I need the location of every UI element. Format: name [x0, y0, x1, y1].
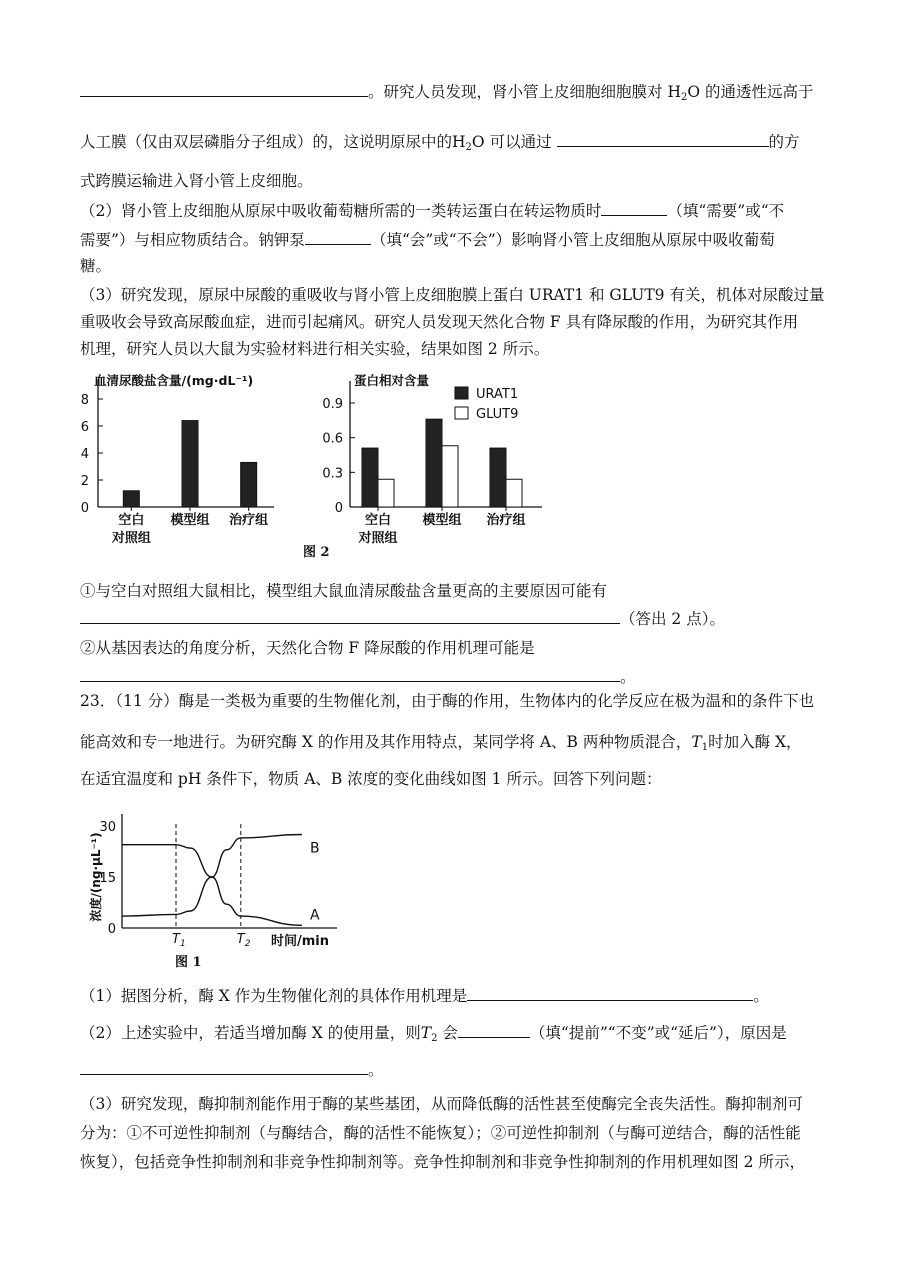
bar-urat1 [490, 448, 506, 507]
answer-blank[interactable] [80, 80, 368, 97]
bar [241, 462, 257, 507]
y-tick-label: 8 [80, 393, 89, 408]
text-line [80, 607, 840, 630]
x-tick-label: 对照组 [111, 531, 151, 546]
text: （2）上述实验中，若适当增加酶 X 的使用量，则 [80, 1024, 421, 1042]
legend-swatch [455, 407, 468, 419]
x-tick-label: 治疗组 [486, 513, 526, 528]
figure-1 [70, 800, 390, 990]
concentration-line-chart [88, 814, 337, 949]
text-line [80, 228, 840, 251]
text: 时加入酶 X， [708, 733, 802, 751]
text-line: 分为：①不可逆性抑制剂（与酶结合，酶的活性不能恢复）；②可逆性抑制剂（与酶可逆结合，酶的活性能 [80, 1124, 801, 1142]
series-label: A [310, 907, 320, 924]
answer-blank[interactable] [467, 984, 753, 1001]
answer-blank[interactable] [458, 1021, 530, 1038]
bar-glut9 [442, 446, 458, 507]
formula: O [687, 83, 701, 101]
answer-blank[interactable] [601, 199, 667, 216]
y-tick-label: 2 [80, 474, 89, 489]
y-axis-label: 浓度/(ng·μL⁻¹) [89, 832, 103, 922]
answer-blank[interactable] [80, 607, 620, 624]
text-line [80, 1058, 840, 1081]
bar [182, 421, 198, 507]
text-line [80, 665, 840, 688]
x-tick-label: 对照组 [358, 531, 398, 546]
series-label: B [310, 840, 320, 857]
text-line: ②从基因表达的角度分析，天然化合物 F 降尿酸的作用机理可能是 [80, 639, 535, 657]
text: （1）据图分析，酶 X 作为生物催化剂的具体作用机理是 [80, 987, 468, 1005]
text: 。 [368, 1061, 384, 1079]
x-axis-label: 时间/min [270, 934, 329, 949]
curve-b [122, 845, 302, 926]
figure-2 [0, 365, 900, 565]
curve-a [122, 835, 302, 917]
text-line [80, 130, 840, 159]
text-line [80, 1021, 840, 1050]
text-line: 恢复），包括竞争性抑制剂和非竞争性抑制剂等。竞争性抑制剂和非竞争性抑制剂的作用机理如图 2 所示， [80, 1153, 805, 1171]
text: （填“提前”“不变”或“延后”），原因是 [529, 1024, 787, 1042]
text: 的通透性远高于 [700, 83, 814, 101]
y-tick-label: 0.6 [322, 431, 343, 447]
time-marker-label: $T_2$ [236, 932, 251, 949]
legend-label: URAT1 [476, 387, 519, 402]
text-line: 23．（11 分）酶是一类极为重要的生物催化剂，由于酶的作用，生物体内的化学反应在极为温和的条件下也 [80, 692, 815, 710]
text-line [80, 984, 840, 1007]
text: 会 [437, 1024, 458, 1042]
figure-caption: 图 2 [303, 545, 330, 560]
text: 。 [753, 987, 769, 1005]
x-tick-label: 空白 [364, 513, 392, 528]
bar-urat1 [362, 448, 378, 507]
text: 能高效和专一地进行。为研究酶 X 的作用及其作用特点，某同学将 A、B 两种物质混合， [80, 733, 692, 751]
y-tick-label: 15 [99, 871, 116, 886]
answer-blank[interactable] [305, 228, 371, 245]
figure-caption: 图 1 [175, 955, 202, 970]
legend-label: GLUT9 [476, 407, 519, 422]
time-marker-label: $T_1$ [172, 932, 186, 949]
answer-blank[interactable] [80, 665, 620, 682]
y-tick-label: 0 [334, 501, 343, 516]
answer-blank[interactable] [557, 130, 769, 147]
formula: H [667, 83, 681, 101]
text-line: 糖。 [80, 257, 112, 275]
text: 。 [620, 668, 636, 686]
text-line [80, 80, 840, 109]
text-line: ①与空白对照组大鼠相比，模型组大鼠血清尿酸盐含量更高的主要原因可能有 [80, 582, 608, 600]
variable: T [420, 1024, 432, 1042]
text-line: 在适宜温度和 pH 条件下，物质 A、B 浓度的变化曲线如图 1 所示。回答下列问题： [80, 770, 662, 788]
y-axis-label: 蛋白相对含量 [354, 373, 430, 388]
text-line [80, 199, 840, 222]
protein-content-bar-chart [322, 373, 542, 546]
text-line [80, 731, 840, 759]
text: 需要”）与相应物质结合。钠钾泵 [80, 231, 305, 249]
text: 可以通过 [484, 133, 552, 151]
text: 人工膜（仅由双层磷脂分子组成）的，这说明原尿中的 [80, 133, 453, 151]
text: 。研究人员发现，肾小管上皮细胞细胞膜对 [368, 83, 663, 101]
text-line: 机理，研究人员以大鼠为实验材料进行相关实验，结果如图 2 所示。 [80, 340, 550, 358]
formula-sub: 2 [680, 92, 688, 103]
text: （2）肾小管上皮细胞从原尿中吸收葡萄糖所需的一类转运蛋白在转运物质时 [80, 202, 602, 220]
y-tick-label: 0 [107, 922, 116, 937]
bar-urat1 [426, 419, 442, 507]
text-line: 式跨膜运输进入肾小管上皮细胞。 [80, 172, 313, 190]
y-tick-label: 0 [80, 501, 89, 516]
variable-sub: 1 [701, 742, 709, 753]
text-line: （3）研究发现，原尿中尿酸的重吸收与肾小管上皮细胞膜上蛋白 URAT1 和 GLUT9 有关，机体对尿酸过量 [80, 286, 825, 304]
formula-sub: 2 [465, 142, 472, 153]
variable: T [691, 733, 702, 751]
variable-sub: 2 [431, 1033, 438, 1044]
bar [123, 491, 139, 507]
bar-glut9 [506, 479, 522, 507]
formula: H [452, 133, 466, 151]
legend-swatch [455, 387, 468, 399]
time-marker-sub: 2 [244, 939, 251, 949]
serum-urate-bar-chart [81, 373, 274, 546]
x-tick-label: 模型组 [170, 513, 210, 528]
bar-glut9 [378, 479, 394, 507]
text: （填“会”或“不会”）影响肾小管上皮细胞从原尿中吸收葡萄 [370, 231, 775, 249]
text: （答出 2 点）。 [620, 610, 725, 628]
text: （填“需要”或“不 [667, 202, 785, 220]
text: 的方 [768, 133, 800, 151]
x-tick-label: 空白 [118, 513, 145, 528]
formula: O [471, 133, 485, 151]
y-tick-label: 6 [80, 420, 89, 435]
text-line: （3）研究发现，酶抑制剂能作用于酶的某些基团，从而降低酶的活性甚至使酶完全丧失活性。酶抑制剂可 [80, 1095, 803, 1113]
answer-blank[interactable] [80, 1058, 368, 1075]
y-tick-label: 4 [80, 447, 89, 462]
time-marker-sub: 1 [179, 939, 186, 949]
y-axis-label: 血清尿酸盐含量/(mg·dL⁻¹) [94, 373, 254, 388]
y-tick-label: 30 [99, 820, 116, 835]
x-tick-label: 模型组 [422, 513, 462, 528]
text-line: 重吸收会导致高尿酸血症，进而引起痛风。研究人员发现天然化合物 F 具有降尿酸的作用，为研究其作用 [80, 313, 799, 331]
y-tick-label: 0.9 [322, 397, 343, 412]
y-tick-label: 0.3 [322, 466, 343, 482]
x-tick-label: 治疗组 [229, 513, 269, 528]
